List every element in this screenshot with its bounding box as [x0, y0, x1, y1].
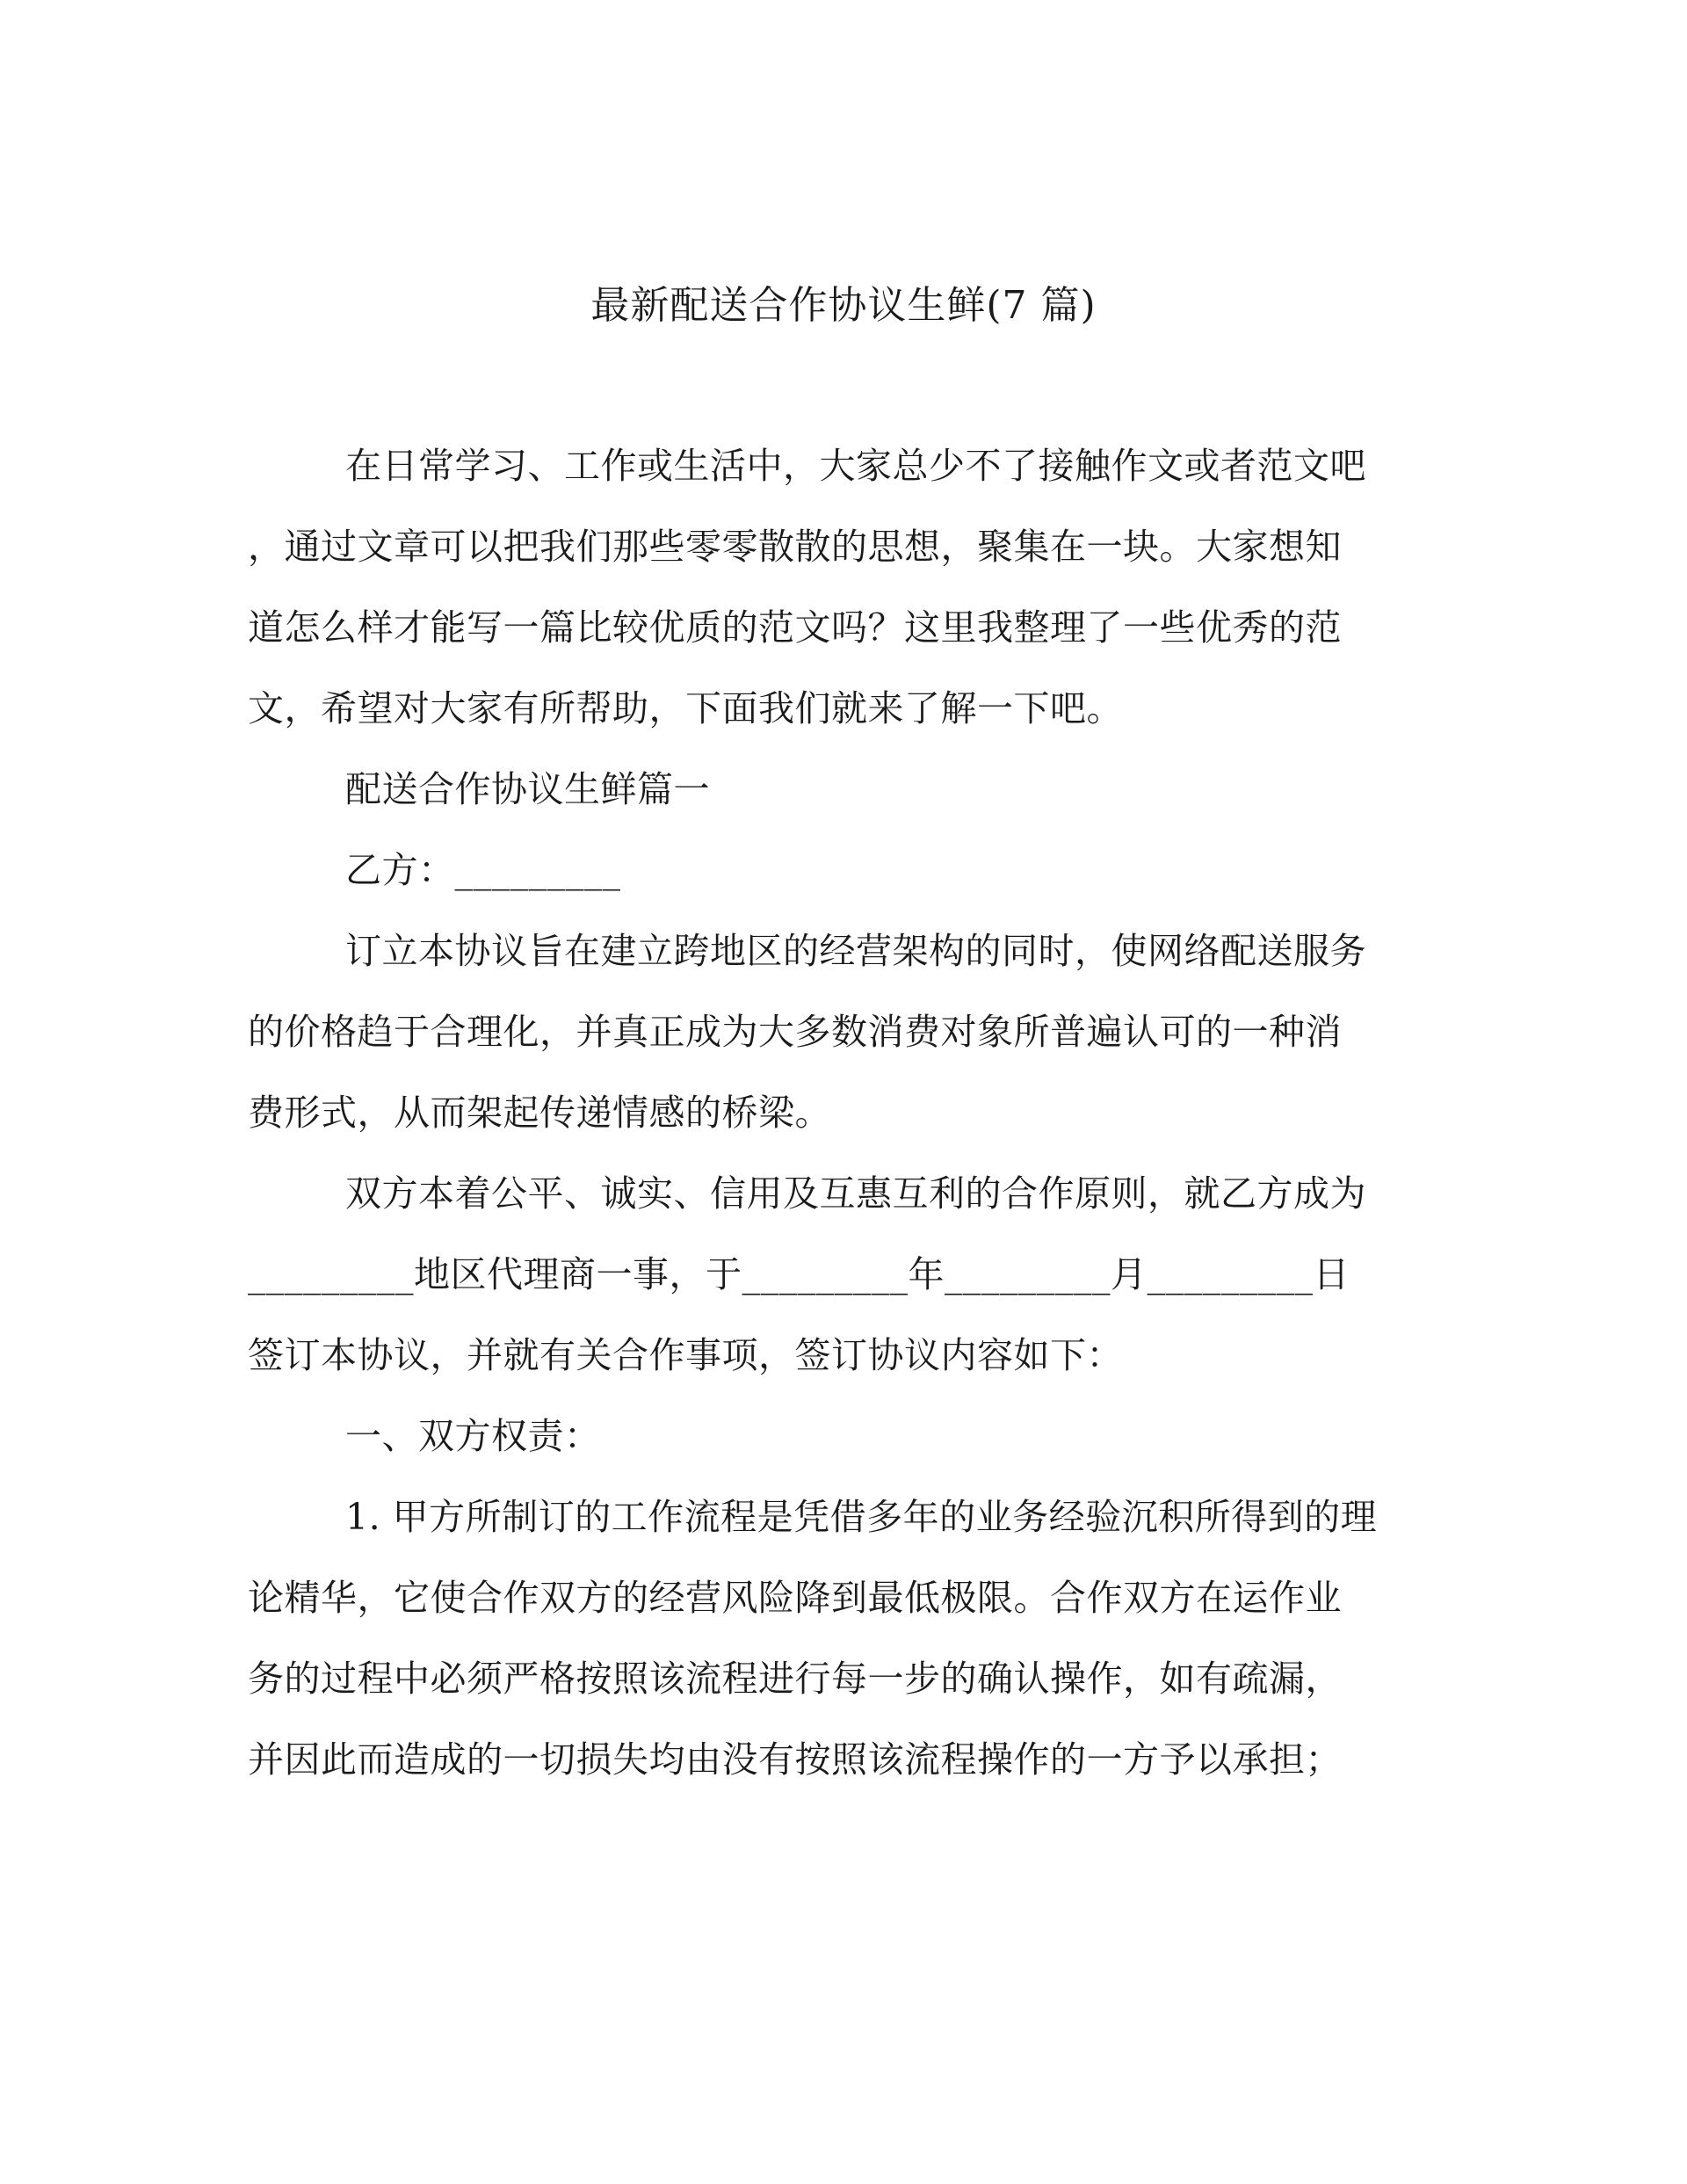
paragraph-line: 论精华，它使合作双方的经营风险降到最低极限。合作双方在运作业 [248, 1577, 1342, 1619]
document-title: 最新配送合作协议生鲜(7 篇) [590, 283, 1097, 328]
paragraph-line: 1. 甲方所制订的工作流程是凭借多年的业务经验沉积所得到的理 [345, 1496, 1378, 1538]
paragraph-line: ，通过文章可以把我们那些零零散散的思想，聚集在一块。大家想知 [248, 526, 1342, 568]
paragraph-line: 订立本协议旨在建立跨地区的经营架构的同时，使网络配送服务 [345, 930, 1366, 972]
paragraph-line: _________地区代理商一事，于_________年_________月_________日 [248, 1253, 1350, 1295]
paragraph-line: 并因此而造成的一切损失均由没有按照该流程操作的一方予以承担； [248, 1738, 1342, 1781]
party-b-line: 乙方：_________ [345, 849, 621, 891]
paragraph-line: 的价格趋于合理化，并真正成为大多数消费对象所普遍认可的一种消 [248, 1011, 1342, 1053]
paragraph-line: 道怎么样才能写一篇比较优质的范文吗？这里我整理了一些优秀的范 [248, 606, 1342, 649]
section-heading: 配送合作协议生鲜篇一 [345, 768, 710, 810]
paragraph-line: 双方本着公平、诚实、信用及互惠互利的合作原则，就乙方成为 [345, 1172, 1366, 1215]
paragraph-line: 费形式，从而架起传递情感的桥梁。 [248, 1092, 831, 1134]
paragraph-line: 签订本协议，并就有关合作事项，签订协议内容如下： [248, 1334, 1123, 1376]
paragraph-line: 文，希望对大家有所帮助，下面我们就来了解一下吧。 [248, 687, 1123, 729]
paragraph-line: 务的过程中必须严格按照该流程进行每一步的确认操作，如有疏漏， [248, 1658, 1342, 1700]
clause-heading: 一、双方权责： [345, 1415, 601, 1457]
paragraph-line: 在日常学习、工作或生活中，大家总少不了接触作文或者范文吧 [345, 445, 1366, 487]
